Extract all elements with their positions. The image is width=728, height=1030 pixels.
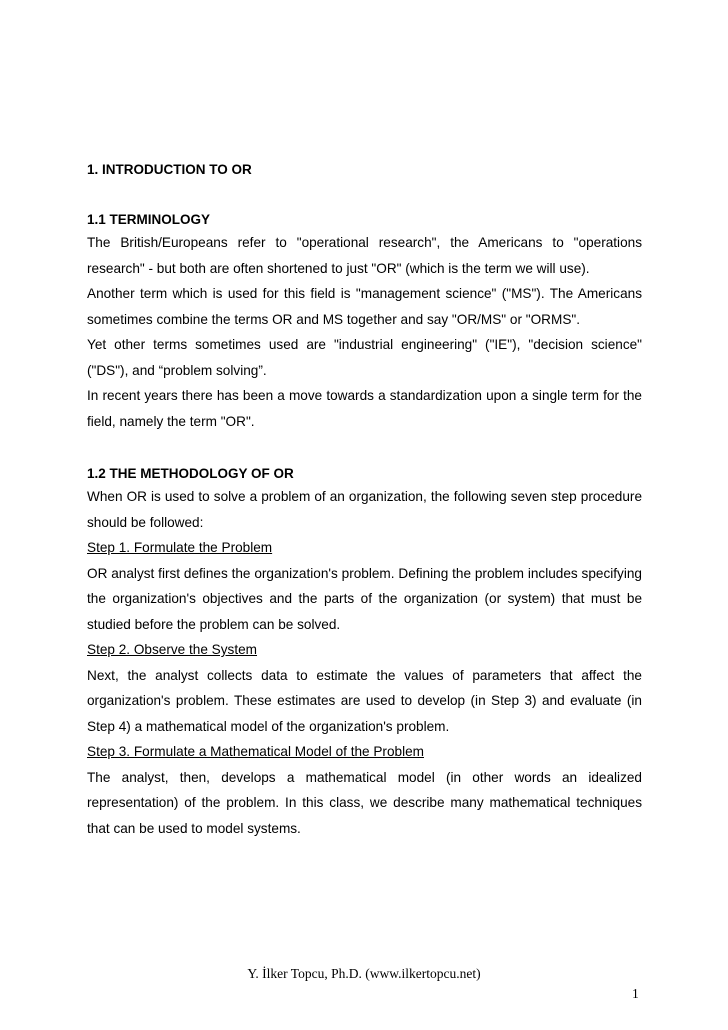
page-footer: Y. İlker Topcu, Ph.D. (www.ilkertopcu.net)	[247, 966, 481, 981]
step-text: The analyst, then, develops a mathematical model (in other words an idealized representation) of the problem. In this class, we describe many mathematical techniques that can be used to model systems.	[87, 769, 642, 836]
chapter-heading: 1. INTRODUCTION TO OR	[87, 162, 252, 177]
section-title-methodology: 1.2 THE METHODOLOGY OF OR	[87, 466, 294, 481]
paragraph: Yet other terms sometimes used are "industrial engineering" ("IE"), "decision science" ("DS"), and “problem solving”.	[87, 337, 642, 378]
step-text: OR analyst first defines the organization's problem. Defining the problem includes specifying the organization's objectives and the parts of the organization (or system) that must be studied before the problem can be solved.	[87, 565, 642, 632]
step-title: Step 2. Observe the System	[87, 642, 258, 657]
paragraph: In recent years there has been a move towards a standardization upon a single term for the field, namely the term "OR".	[87, 388, 642, 429]
section-title-terminology: 1.1 TERMINOLOGY	[87, 212, 211, 227]
step-title: Step 1. Formulate the Problem	[87, 540, 273, 555]
step-text: Next, the analyst collects data to estimate the values of parameters that affect the organization's problem. These estimates are used to develop (in Step 3) and evaluate (in Step 4) a mathematical model of the organization's problem.	[87, 667, 642, 734]
paragraph: When OR is used to solve a problem of an organization, the following seven step procedure should be followed:	[87, 489, 642, 530]
document-body	[87, 160, 642, 841]
step-title: Step 3. Formulate a Mathematical Model of the Problem	[87, 744, 424, 759]
section-gap	[87, 434, 642, 460]
paragraph: Another term which is used for this field is "management science" ("MS"). The Americans sometimes combine the terms OR and MS together and say "OR/MS" or "ORMS".	[87, 286, 642, 327]
page-number: 1	[632, 986, 639, 1001]
paragraph: The British/Europeans refer to "operational research", the Americans to "operations research" - but both are often shortened to just "OR" (which is the term we will use).	[87, 235, 642, 276]
